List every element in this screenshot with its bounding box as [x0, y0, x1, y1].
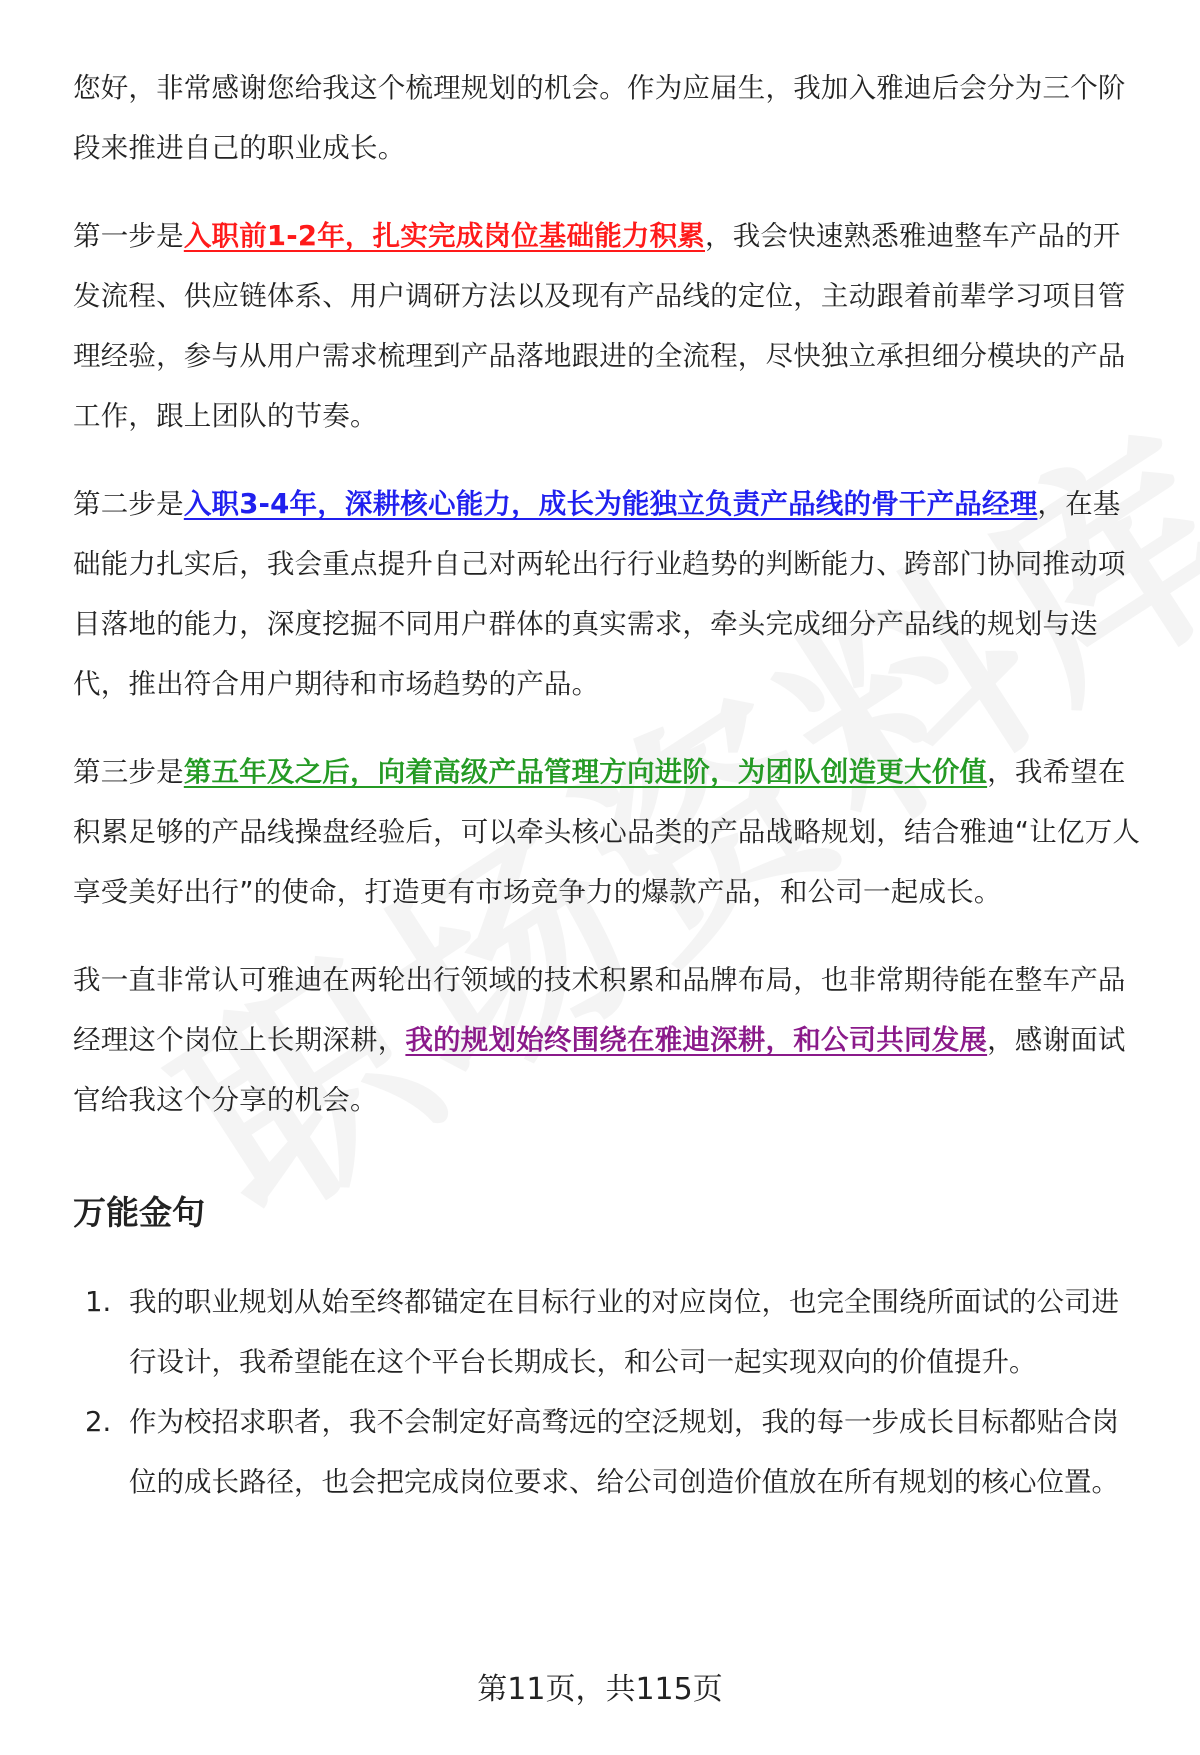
step-two-paragraph: [73, 474, 1145, 714]
step-three-body: ，我希望在积累足够的产品线操盘经验后，可以牵头核心品类的产品战略规划，结合雅迪“让亿万人享受美好出行”的使命，打造更有市场竞争力的爆款产品，和公司一起成长。: [73, 756, 1141, 908]
intro-paragraph: [73, 58, 1145, 178]
step-three-highlight: 第五年及之后，向着高级产品管理方向进阶，为团队创造更大价值: [183, 756, 988, 788]
list-item: [73, 1392, 1145, 1512]
closing-highlight: 我的规划始终围绕在雅迪深耕，和公司共同发展: [405, 1024, 988, 1056]
step-three-lead: 第三步是: [73, 756, 184, 788]
list-item-number: 2.: [85, 1406, 112, 1438]
closing-paragraph: [73, 950, 1145, 1130]
list-item-number: 1.: [85, 1286, 112, 1318]
document-body: [73, 58, 1145, 1512]
section-title: 万能金句: [73, 1193, 205, 1232]
list-item: [73, 1272, 1145, 1392]
step-one-highlight: 入职前1-2年，扎实完成岗位基础能力积累: [183, 220, 705, 252]
step-one-lead: 第一步是: [73, 220, 184, 252]
page-footer: 第11页，共115页: [477, 1672, 723, 1707]
list-item-text: 我的职业规划从始至终都锚定在目标行业的对应岗位，也完全围绕所面试的公司进行设计，我希望能在这个平台长期成长，和公司一起实现双向的价值提升。: [129, 1286, 1119, 1378]
step-two-body: ，在基础能力扎实后，我会重点提升自己对两轮出行行业趋势的判断能力、跨部门协同推动项目落地的能力，深度挖掘不同用户群体的真实需求，牵头完成细分产品线的规划与迭代，推出符合用户期待和市场趋势的产品。: [73, 488, 1126, 700]
list-item-text: 作为校招求职者，我不会制定好高骛远的空泛规划，我的每一步成长目标都贴合岗位的成长路径，也会把完成岗位要求、给公司创造价值放在所有规划的核心位置。: [129, 1406, 1119, 1498]
closing-body: ，感谢面试官给我这个分享的机会。: [73, 1024, 1126, 1116]
intro-text: 您好，非常感谢您给我这个梳理规划的机会。作为应届生，我加入雅迪后会分为三个阶段来推进自己的职业成长。: [73, 72, 1126, 164]
step-two-lead: 第二步是: [73, 488, 184, 520]
step-one-body: ，我会快速熟悉雅迪整车产品的开发流程、供应链体系、用户调研方法以及现有产品线的定位，主动跟着前辈学习项目管理经验，参与从用户需求梳理到产品落地跟进的全流程，尽快独立承担细分模块的产品工作，跟上团队的节奏。: [73, 220, 1126, 432]
step-one-paragraph: [73, 206, 1145, 446]
closing-lead: 我一直非常认可雅迪在两轮出行领域的技术积累和品牌布局，也非常期待能在整车产品经理这个岗位上长期深耕，: [73, 964, 1126, 1056]
step-two-highlight: 入职3-4年，深耕核心能力，成长为能独立负责产品线的骨干产品经理: [183, 488, 1038, 520]
quote-list: [73, 1272, 1145, 1512]
step-three-paragraph: [73, 742, 1145, 922]
